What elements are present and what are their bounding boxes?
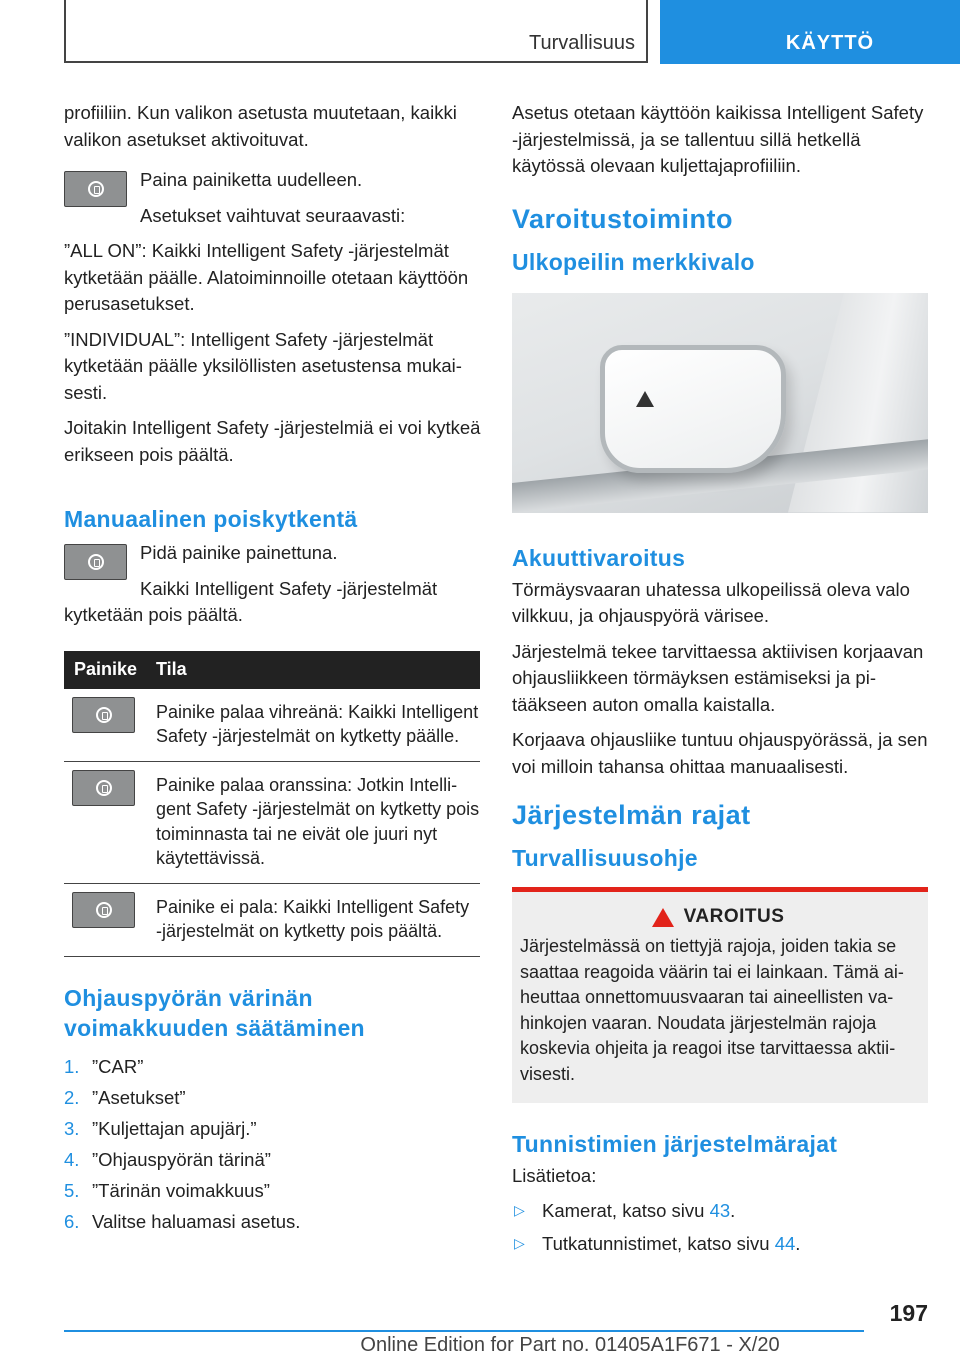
table-cell-icon xyxy=(64,883,156,956)
reference-end: . xyxy=(730,1199,736,1221)
list-item xyxy=(64,1113,482,1144)
header-chapter-tab: KÄYTTÖ xyxy=(660,0,960,64)
section-heading: Ulkopeilin merkkivalo xyxy=(512,248,755,275)
paragraph: profiiliin. Kun valikon asetusta muutetaan, kaikki valikon asetukset aktivoituvat. xyxy=(64,102,457,150)
step-text: ”Asetukset” xyxy=(92,1086,186,1108)
chapter-heading: Järjestelmän rajat xyxy=(512,800,751,830)
step-number: 5. xyxy=(64,1179,80,1201)
paragraph: Paina painiketta uudelleen. xyxy=(140,169,363,190)
step-number: 2. xyxy=(64,1086,80,1108)
footer-divider xyxy=(64,1330,864,1332)
warning-title-text: VAROITUS xyxy=(683,906,785,927)
press-again-instruction xyxy=(64,167,482,229)
reference-text: Tutkatunnistimet, katso sivu xyxy=(542,1232,775,1254)
paragraph: Törmäysvaaran uhatessa ulkopeilissä oleva valo vilkkuu, ja ohjauspyörä värisee. xyxy=(512,578,910,626)
section-heading: Turvallisuusohje xyxy=(512,845,698,871)
step-text: Valitse haluamasi asetus. xyxy=(92,1210,301,1232)
table-header-cell: Tila xyxy=(156,651,480,689)
step-text: ”Tärinän voimakkuus” xyxy=(92,1179,270,1201)
paragraph: Joitakin Intelligent Safety -järjestelmiä ei voi kytkeä erikseen pois päältä. xyxy=(64,417,481,465)
hold-button-instruction xyxy=(64,540,482,629)
page-number: 197 xyxy=(889,1300,928,1326)
table-cell: Painike ei pala: Kaikki Intelligent Safety -järjestelmät on kytketty pois päältä. xyxy=(156,883,480,956)
step-number: 3. xyxy=(64,1117,80,1139)
triangle-bullet-icon: ▷ xyxy=(514,1201,525,1218)
step-text: ”Ohjauspyörän tärinä” xyxy=(92,1148,271,1170)
button-green-icon xyxy=(72,697,135,733)
warning-light-icon xyxy=(636,391,654,407)
list-item xyxy=(64,1082,482,1113)
table-row xyxy=(64,689,480,762)
list-item xyxy=(512,1194,928,1227)
paragraph: Asetukset vaihtuvat seuraavasti: xyxy=(140,204,406,226)
table-row xyxy=(64,883,480,956)
paragraph: Asetus otetaan käyttöön kaikissa Intelligent Safety -järjestelmissä, ja se tallentuu sillä hetkellä käytössä olevaan kuljettajaprofiiliin. xyxy=(512,102,924,176)
reference-text: Kamerat, katso sivu xyxy=(542,1199,710,1221)
page-link[interactable]: 44 xyxy=(774,1232,796,1254)
paragraph: Lisätietoa: xyxy=(512,1165,597,1186)
step-number: 6. xyxy=(64,1210,80,1232)
table-row xyxy=(64,761,480,883)
list-item xyxy=(64,1144,482,1175)
list-item xyxy=(512,1227,928,1260)
table-cell: Painike palaa oranssina: Jotkin Intelligent Safety -järjestelmät on kytketty pois toiminnasta tai ne eivät ole juuri nyt käytettävissä. xyxy=(156,761,480,883)
header-section-title: Turvallisuus xyxy=(529,32,635,54)
warning-triangle-icon xyxy=(652,908,674,927)
chapter-heading: Varoitustoiminto xyxy=(512,203,734,234)
intelligent-safety-button-icon xyxy=(64,544,127,580)
paragraph: ”ALL ON”: Kaikki Intelligent Safety -järjestelmät kytketään päälle. Alatoiminnoille otetaan käyttöön perusasetukset. xyxy=(64,240,469,314)
reference-end: . xyxy=(795,1232,801,1254)
step-text: ”Kuljettajan apujärj.” xyxy=(92,1117,257,1139)
table-header-row xyxy=(64,651,480,689)
button-off-icon xyxy=(72,892,135,928)
table-cell-icon xyxy=(64,689,156,762)
left-column xyxy=(64,100,482,1237)
steps-list xyxy=(64,1051,482,1237)
section-heading: Ohjauspyörän värinän voimakkuuden säätäminen xyxy=(64,984,365,1041)
list-item xyxy=(64,1175,482,1206)
list-item xyxy=(64,1051,482,1082)
page-link[interactable]: 43 xyxy=(709,1199,731,1221)
step-text: ”CAR” xyxy=(92,1055,144,1077)
side-mirror-image xyxy=(512,293,928,513)
list-item xyxy=(64,1206,482,1237)
section-heading: Tunnistimien järjestelmärajat xyxy=(512,1131,838,1157)
table-header-cell: Painike xyxy=(64,651,156,689)
warning-title xyxy=(520,906,916,928)
paragraph: Korjaava ohjausliike tuntuu ohjauspyörässä, ja sen voi milloin tahansa ohittaa manuaalisesti. xyxy=(512,729,928,777)
table-cell: Painike palaa vihreänä: Kaikki Intelligent Safety -järjestelmät on kytketty päälle. xyxy=(156,689,480,762)
paragraph: Pidä painike painettuna. xyxy=(140,542,338,563)
right-column xyxy=(512,100,928,1260)
reference-list xyxy=(512,1194,928,1260)
warning-text: Järjestelmässä on tiettyjä rajoja, joiden takia se saattaa reagoida väärin tai ei lainkaan. Tämä aiheuttaa onnettomuusvaaran tai aineellisten vahinkojen vaaran. Noudata järjestelmän rajoja koskevia ohjeita ja reagoi itse tarvittaessa aktiivisesti. xyxy=(520,936,904,1084)
section-heading: Manuaalinen poiskytkentä xyxy=(64,506,358,532)
footer-text: Online Edition for Part no. 01405A1F671 - X/20 xyxy=(360,1334,780,1356)
paragraph: ”INDIVIDUAL”: Intelligent Safety -järjestelmät kytketään päälle yksilöllisten asetustensa mukaisesti. xyxy=(64,328,462,403)
paragraph: Järjestelmä tekee tarvittaessa aktiivisen korjaavan ohjausliikkeen törmäyksen estämiseksi ja pitääkseen auton omalla kaistalla. xyxy=(512,640,924,715)
mirror-glass-shape xyxy=(600,345,786,473)
step-number: 4. xyxy=(64,1148,80,1170)
button-orange-icon xyxy=(72,770,135,806)
step-number: 1. xyxy=(64,1055,80,1077)
intelligent-safety-button-icon xyxy=(64,171,127,207)
triangle-bullet-icon: ▷ xyxy=(514,1234,525,1251)
section-heading: Akuuttivaroitus xyxy=(512,544,686,571)
paragraph: Kaikki Intelligent Safety -järjestelmät kytketään pois päältä. xyxy=(64,577,438,625)
warning-box xyxy=(512,887,928,1103)
table-cell-icon xyxy=(64,761,156,883)
button-status-table xyxy=(64,651,480,957)
